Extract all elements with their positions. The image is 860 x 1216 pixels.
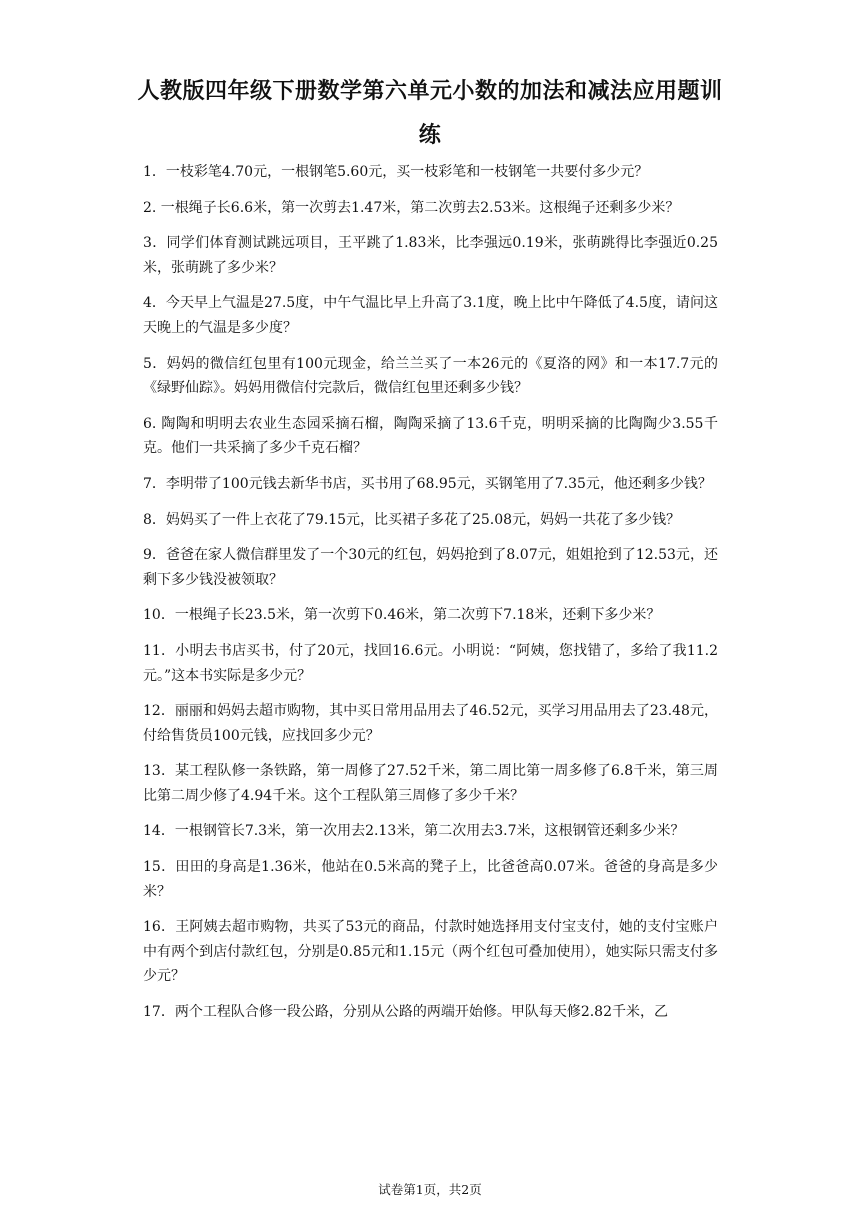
question-4: 4．今天早上气温是27.5度，中午气温比早上升高了3.1度，晚上比中午降低了4.5度，请问这天晚上的气温是多少度？ [143, 295, 718, 336]
question-9: 9．爸爸在家人微信群里发了一个30元的红包，妈妈抢到了8.07元，姐姐抢到了12.53元，还剩下多少钱没被领取？ [143, 547, 718, 588]
question-15: 15．田田的身高是1.36米，他站在0.5米高的凳子上，比爸爸高0.07米。爸爸的身高是多少米？ [143, 859, 718, 900]
question-11: 11．小明去书店买书，付了20元，找回16.6元。小明说：“阿姨，您找错了，多给了我11.2元。”这本书实际是多少元？ [143, 642, 718, 684]
question-12: 12．丽丽和妈妈去超市购物，其中买日常用品用去了46.52元，买学习用品用去了23.48元，付给售货员100元钱，应找回多少元？ [143, 703, 718, 744]
question-17: 17．两个工程队合修一段公路，分别从公路的两端开始修。甲队每天修2.82千米，乙 [143, 1004, 668, 1021]
question-6: 6. 陶陶和明明去农业生态园采摘石榴，陶陶采摘了13.6千克，明明采摘的比陶陶少3.55千克。他们一共采摘了多少千克石榴？ [143, 415, 718, 457]
question-7: 7．李明带了100元钱去新华书店，买书用了68.95元，买钢笔用了7.35元，他还剩多少钱？ [143, 475, 712, 492]
document-title: 人教版四年级下册数学第六单元小数的加法和减法应用题训练 [137, 79, 723, 148]
question-2: 2. 一根绳子长6.6米，第一次剪去1.47米，第二次剪去2.53米。这根绳子还剩多少米？ [143, 199, 680, 216]
page-footer: 试卷第1页，共2页 [378, 1182, 482, 1197]
question-8: 8．妈妈买了一件上衣花了79.15元，比买裙子多花了25.08元，妈妈一共花了多少钱？ [143, 511, 681, 528]
question-16: 16．王阿姨去超市购物，共买了53元的商品，付款时她选择用支付宝支付，她的支付宝账户中有两个到店付款红包，分别是0.85元和1.15元（两个红包可叠加使用），她实际只需支付多少元？ [143, 919, 718, 985]
question-10: 10．一根绳子长23.5米，第一次剪下0.46米，第二次剪下7.18米，还剩下多少米？ [143, 607, 661, 624]
question-1: 1．一枝彩笔4.70元，一根钢笔5.60元，买一枝彩笔和一枝钢笔一共要付多少元？ [143, 164, 649, 180]
question-5: 5．妈妈的微信红包里有100元现金，给兰兰买了一本26元的《夏洛的网》和一本17.7元的《绿野仙踪》。妈妈用微信付完款后，微信红包里还剩多少钱？ [143, 355, 718, 397]
question-list [143, 160, 718, 1036]
question-14: 14．一根钢管长7.3米，第一次用去2.13米，第二次用去3.7米，这根钢管还剩多少米？ [143, 823, 685, 840]
question-13: 13．某工程队修一条铁路，第一周修了27.52千米，第二周比第一周多修了6.8千米，第三周比第二周少修了4.94千米。这个工程队第三周修了多少千米？ [143, 763, 718, 804]
question-3: 3．同学们体育测试跳远项目，王平跳了1.83米，比李强远0.19米，张萌跳得比李强近0.25米，张萌跳了多少米？ [143, 235, 718, 276]
